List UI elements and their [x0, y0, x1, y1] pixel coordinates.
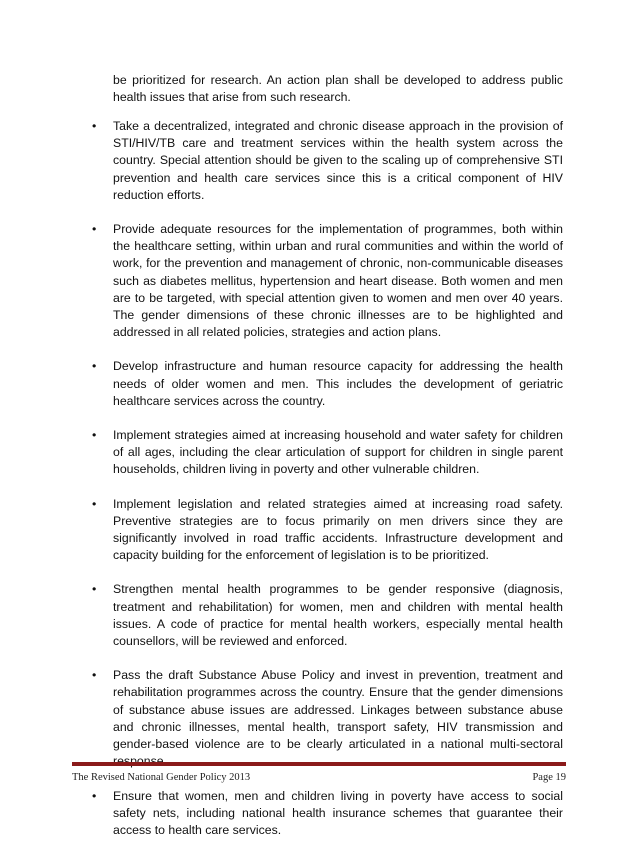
bullet-icon: • — [92, 496, 97, 511]
bullet-icon: • — [92, 582, 97, 597]
bullet-item — [0, 118, 638, 204]
bullet-text: Strengthen mental health programmes to be gender responsive (diagnosis, treatment and rehabilitation) for women, men and children with mental health issues. A code of practice for mental health workers, especially mental health counsellors, will be reviewed and enforced. — [113, 582, 563, 649]
continuation-paragraph: be prioritized for research. An action plan shall be developed to address public health issues that arise from such research. — [113, 73, 563, 105]
bullet-list — [0, 118, 638, 856]
bullet-icon: • — [92, 119, 97, 133]
footer-document-title: The Revised National Gender Policy 2013 — [72, 772, 251, 783]
bullet-icon: • — [92, 428, 97, 443]
bullet-text: Implement strategies aimed at increasing household and water safety for children of all ages, including the clear articulation of support for children in single parent households, children living in poverty and other vulnerable children. — [113, 428, 563, 477]
bullet-item — [0, 358, 638, 410]
bullet-text: Implement legislation and related strategies aimed at increasing road safety. Preventive strategies are to focus primarily on men drivers since they are significantly involved in road traffic accidents. Infrastructure development and capacity building for the enforcement of legislation is to be prioritized. — [113, 496, 563, 563]
bullet-icon: • — [92, 788, 97, 803]
bullet-icon: • — [92, 222, 97, 237]
bullet-text: Ensure that women, men and children living in poverty have access to social safety nets, including national health insurance schemes that guarantee their access to health care services. — [113, 788, 563, 837]
bullet-item — [0, 496, 638, 565]
bullet-icon: • — [92, 359, 97, 374]
bullet-item — [0, 427, 638, 479]
bullet-item — [0, 221, 638, 341]
bullet-text: Provide adequate resources for the implementation of programmes, both within the healthcare setting, within urban and rural communities and within the world of work, for the prevention and management of chronic, non-communicable diseases such as diabetes mellitus, hypertension and heart disease. Both women and men are to be targeted, with special attention given to women and men over 40 years. The gender dimensions of these chronic illnesses are to be highlighted and addressed in all related policies, strategies and action plans. — [113, 222, 563, 340]
bullet-text: Take a decentralized, integrated and chronic disease approach in the provision of STI/HIV/TB care and treatment services within the health system across the country. Special attention should be given to the scaling up of comprehensive STI prevention and health care services since this is a critical component of HIV reduction efforts. — [113, 119, 563, 202]
footer-page-number: Page 19 — [532, 772, 566, 783]
bullet-text: Develop infrastructure and human resource capacity for addressing the health needs of older women and men. This includes the development of geriatric healthcare services across the country. — [113, 359, 563, 408]
bullet-icon: • — [92, 668, 97, 683]
bullet-item — [0, 788, 638, 840]
footer-divider — [72, 762, 566, 766]
bullet-text: Pass the draft Substance Abuse Policy and invest in prevention, treatment and rehabilitation programmes across the country. Ensure that the gender dimensions of substance abuse issues are addressed. Linkages between substance abuse and chronic illnesses, mental health, transport safety, HIV transmission and gender-based violence are to be clearly articulated in a national multi-sectoral — [113, 668, 563, 752]
bullet-item — [0, 667, 638, 770]
bullet-item — [0, 581, 638, 650]
